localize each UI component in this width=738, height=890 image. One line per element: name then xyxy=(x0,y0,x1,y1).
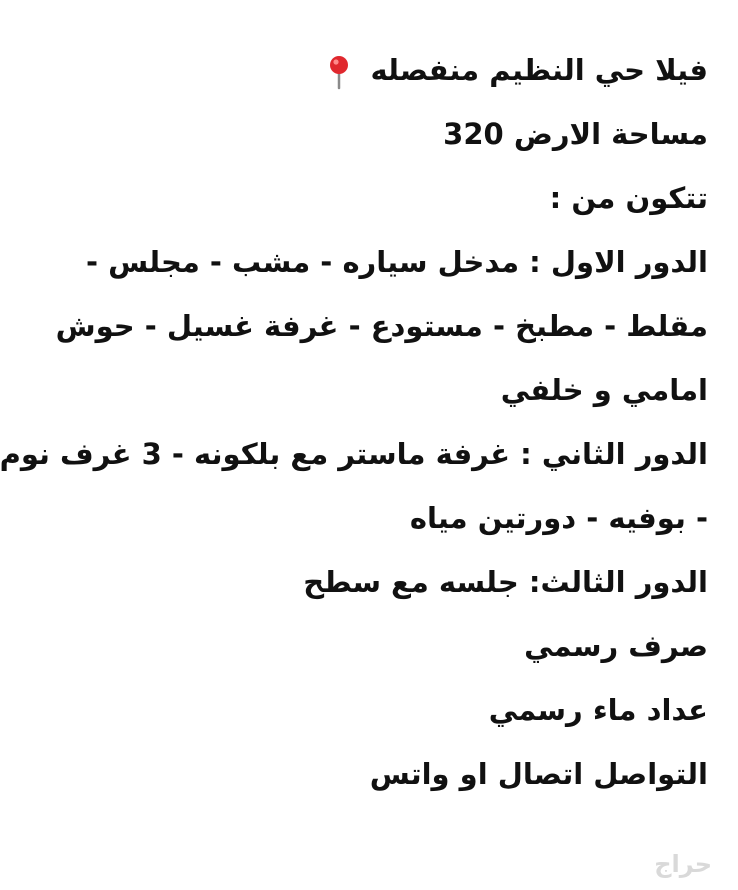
watermark-text: حراج xyxy=(654,850,712,878)
contact-line: التواصل اتصال او واتس xyxy=(369,757,708,791)
listing-title: فيلا حي النظيم منفصله xyxy=(370,53,708,87)
first-floor-line-cont: مقلط - مطبخ - مستودع - غرفة غسيل - حوش xyxy=(55,309,708,343)
haraj-watermark-logo xyxy=(582,848,712,878)
first-floor-line-end: امامي و خلفي xyxy=(500,373,708,407)
consists-of-line: تتكون من : xyxy=(549,181,708,215)
water-meter-line: عداد ماء رسمي xyxy=(488,693,708,727)
land-area-line: مساحة الارض 320 xyxy=(443,117,708,151)
listing-description xyxy=(0,38,708,806)
third-floor-line: الدور الثالث: جلسه مع سطح xyxy=(303,565,708,599)
second-floor-line-cont: - بوفيه - دورتين مياه xyxy=(409,501,708,535)
round-pushpin-icon xyxy=(328,55,350,89)
first-floor-line: الدور الاول : مدخل سياره - مشب - مجلس - xyxy=(86,245,708,279)
second-floor-line: الدور الثاني : غرفة ماستر مع بلكونه - 3 غرف نوم xyxy=(0,437,708,471)
listing-title-line xyxy=(68,38,708,102)
sewage-line: صرف رسمي xyxy=(524,629,708,663)
